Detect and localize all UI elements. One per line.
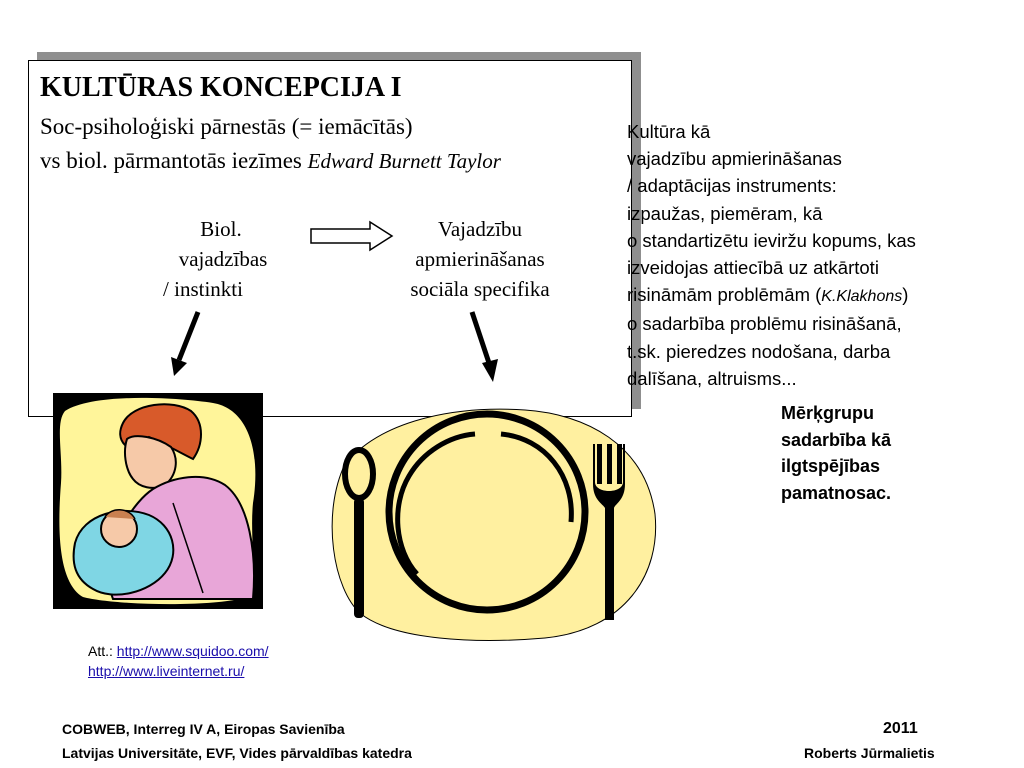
slide-subtitle-line1: Soc-psiholoģiski pārnestās (= iemācītās) — [40, 114, 413, 139]
flow-left-line: Biol. — [200, 217, 242, 241]
down-arrow-right-icon — [466, 308, 502, 386]
plate-spoon-fork-icon — [325, 404, 661, 644]
slide-subtitle-line2 — [40, 148, 501, 174]
attribution-line1 — [88, 641, 269, 661]
right-text-line: izveidojas attiecībā uz atkārtoti — [627, 257, 879, 279]
right-text-panel — [627, 118, 1012, 392]
liveinternet-link[interactable]: http://www.liveinternet.ru/ — [88, 663, 245, 679]
bold-note-line: ilgtspējības — [781, 456, 881, 476]
slide-title: KULTŪRAS KONCEPCIJA I — [40, 72, 402, 103]
bold-note-line: pamatnosac. — [781, 482, 892, 503]
subtitle-author: Edward Burnett Taylor — [307, 149, 501, 173]
right-arrow-icon — [308, 220, 394, 252]
bold-note — [781, 400, 981, 506]
attribution-line2 — [88, 661, 269, 681]
footer-left-line1 — [62, 721, 345, 737]
bold-note-line: sadarbība kā — [781, 429, 892, 450]
flow-right-text — [390, 214, 570, 304]
right-text-line: izpaužas, piemēram, kā — [627, 202, 823, 224]
mother-nursing-baby-icon — [53, 393, 263, 609]
right-text-line: dalīšana, altruisms... — [627, 367, 797, 389]
close-paren: ) — [902, 284, 909, 306]
flow-left-line: vajadzības — [178, 247, 268, 271]
attribution-label: Att.: — [88, 643, 117, 659]
right-text-line: / adaptācijas instruments: — [627, 175, 837, 197]
right-text-line: vajadzību apmierināšanas — [627, 148, 842, 170]
right-text-line — [627, 281, 1012, 310]
image-attribution — [88, 641, 269, 681]
footer-author: Roberts Jūrmalietis — [804, 745, 935, 761]
right-text-line: o sadarbība problēmu risināšanā, — [627, 313, 902, 335]
squidoo-link[interactable]: http://www.squidoo.com/ — [116, 643, 269, 659]
footer-eu: Eiropas Savienība — [224, 721, 345, 737]
klakhons-author: K.Klakhons — [821, 288, 903, 306]
footer-year: 2011 — [883, 720, 918, 737]
right-text-line-part: risināmām problēmām ( — [627, 284, 822, 306]
flow-right-line: Vajadzību — [438, 217, 522, 241]
flow-right-line: sociāla specifika — [410, 277, 550, 301]
subtitle-line2-main: vs biol. pārmantotās iezīmes — [40, 148, 308, 173]
footer-cobweb: COBWEB, Interreg IV A, — [62, 721, 221, 737]
footer-left-line2: Latvijas Universitāte, EVF, Vides pārvaldības katedra — [62, 745, 412, 761]
flow-left-line: / instinkti — [163, 277, 243, 301]
down-arrow-left-icon — [168, 308, 204, 378]
flow-left-text — [148, 214, 298, 304]
right-text-line: Kultūra kā — [627, 121, 711, 142]
flow-right-line: apmierināšanas — [415, 247, 545, 271]
right-text-line: t.sk. pieredzes nodošana, darba — [627, 340, 891, 362]
bold-note-line: Mērķgrupu — [781, 403, 875, 423]
right-text-line: o standartizētu ieviržu kopums, kas — [627, 229, 916, 251]
